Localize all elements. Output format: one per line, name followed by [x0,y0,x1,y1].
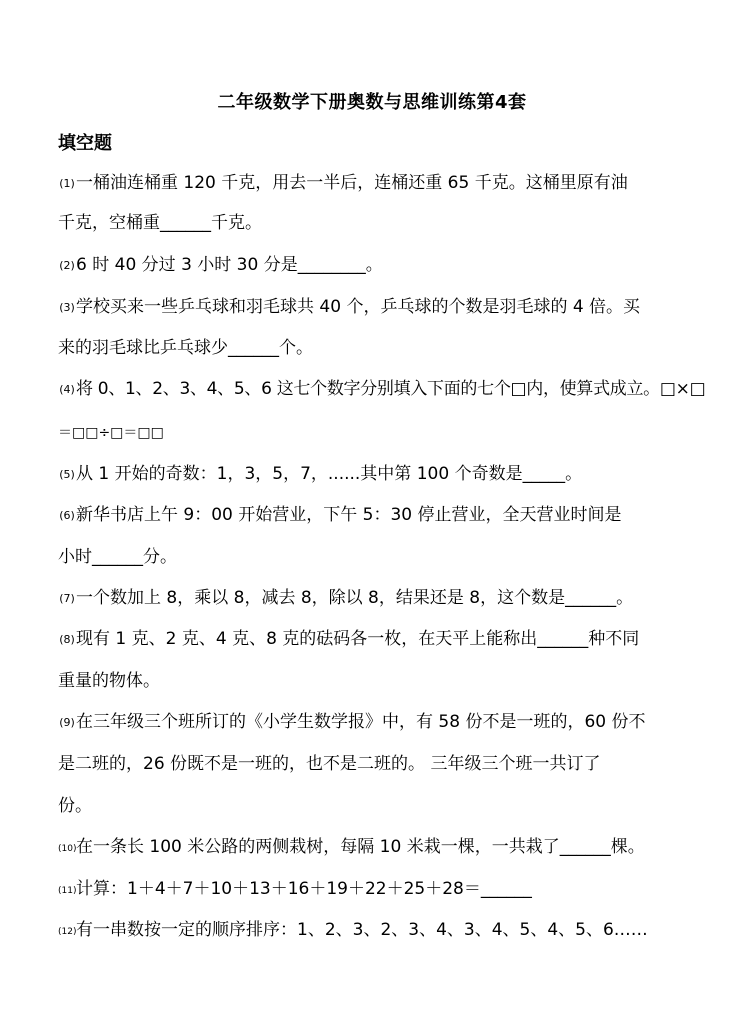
question-number: ( 2 ) [58,257,76,275]
question-number: ( 11 ) [58,882,76,900]
question-number: ( 6 ) [58,507,76,525]
page-title: 二年级数学下册奥数与思维训练第4套 [217,92,527,113]
question-text: 从 1 开始的奇数：1，3，5，7，......其中第 100 个奇数是_____。 [76,464,583,484]
question-number: ( 8 ) [58,631,76,649]
question-12-line-1 [58,919,648,941]
question-6-line-1 [58,504,622,526]
question-8-line-1 [58,628,639,650]
question-number: ( 9 ) [58,714,76,732]
question-5-line-1 [58,463,582,485]
question-number: ( 3 ) [58,299,76,317]
question-text: 一个数加上 8，乘以 8，减去 8，除以 8，结果还是 8，这个数是______。 [76,588,634,608]
question-text: 有一串数按一定的顺序排序：1、2、3、2、3、4、3、4、5、4、5、6…… [76,920,648,940]
question-text: 在三年级三个班所订的《小学生数学报》中，有 58 份不是一班的，60 份不 [76,712,646,732]
section-heading: 填空题 [58,133,112,154]
question-text: 在一条长 100 米公路的两侧栽树，每隔 10 米栽一棵，一共栽了______棵。 [76,837,645,857]
question-text: 来的羽毛球比乒乓球少______个。 [58,338,313,358]
question-text: 现有 1 克、2 克、4 克、8 克的砝码各一枚，在天平上能称出______种不同 [76,629,640,649]
question-text: ＝□□÷□＝□□ [58,425,164,441]
question-text: 计算：1＋4＋7＋10＋13＋16＋19＋22＋25＋28＝______ [76,879,532,899]
question-number: ( 1 ) [58,175,76,193]
question-text: 重量的物体。 [58,671,160,691]
question-number: ( 12 ) [58,923,76,941]
question-text: 新华书店上午 9：00 开始营业，下午 5：30 停止营业，全天营业时间是 [76,505,622,525]
question-9-line-3 [58,795,92,817]
question-text: 千克，空桶重______千克。 [58,213,262,233]
question-2-line-1 [58,254,383,276]
question-9-line-2 [58,753,600,775]
question-9-line-1 [58,711,645,733]
question-text: 学校买来一些乒乓球和羽毛球共 40 个，乒乓球的个数是羽毛球的 4 倍。买 [76,297,641,317]
question-3-line-2 [58,337,313,359]
question-text: 一桶油连桶重 120 千克，用去一半后，连桶还重 65 千克。这桶里原有油 [76,173,628,193]
question-text: 份。 [58,796,92,816]
question-1-line-1 [58,172,628,194]
question-3-line-1 [58,296,640,318]
question-7-line-1 [58,587,633,609]
question-number: ( 10 ) [58,840,76,858]
question-6-line-2 [58,546,177,568]
question-8-line-2 [58,670,160,692]
question-1-line-2 [58,212,262,234]
question-number: ( 5 ) [58,466,76,484]
question-number: ( 7 ) [58,590,76,608]
question-4-line-2 [58,422,164,444]
question-text: 是二班的，26 份既不是一班的，也不是二班的。 三年级三个班一共订了 [58,754,601,774]
question-text: 6 时 40 分过 3 小时 30 分是________。 [76,255,383,275]
question-number: ( 4 ) [58,381,76,399]
question-10-line-1 [58,836,645,858]
question-11-line-1 [58,878,532,900]
question-4-line-1 [58,378,705,400]
question-text: 将 0、1、2、3、4、5、6 这七个数字分别填入下面的七个□内，使算式成立。□×□ [76,379,706,399]
question-text: 小时______分。 [58,547,177,567]
